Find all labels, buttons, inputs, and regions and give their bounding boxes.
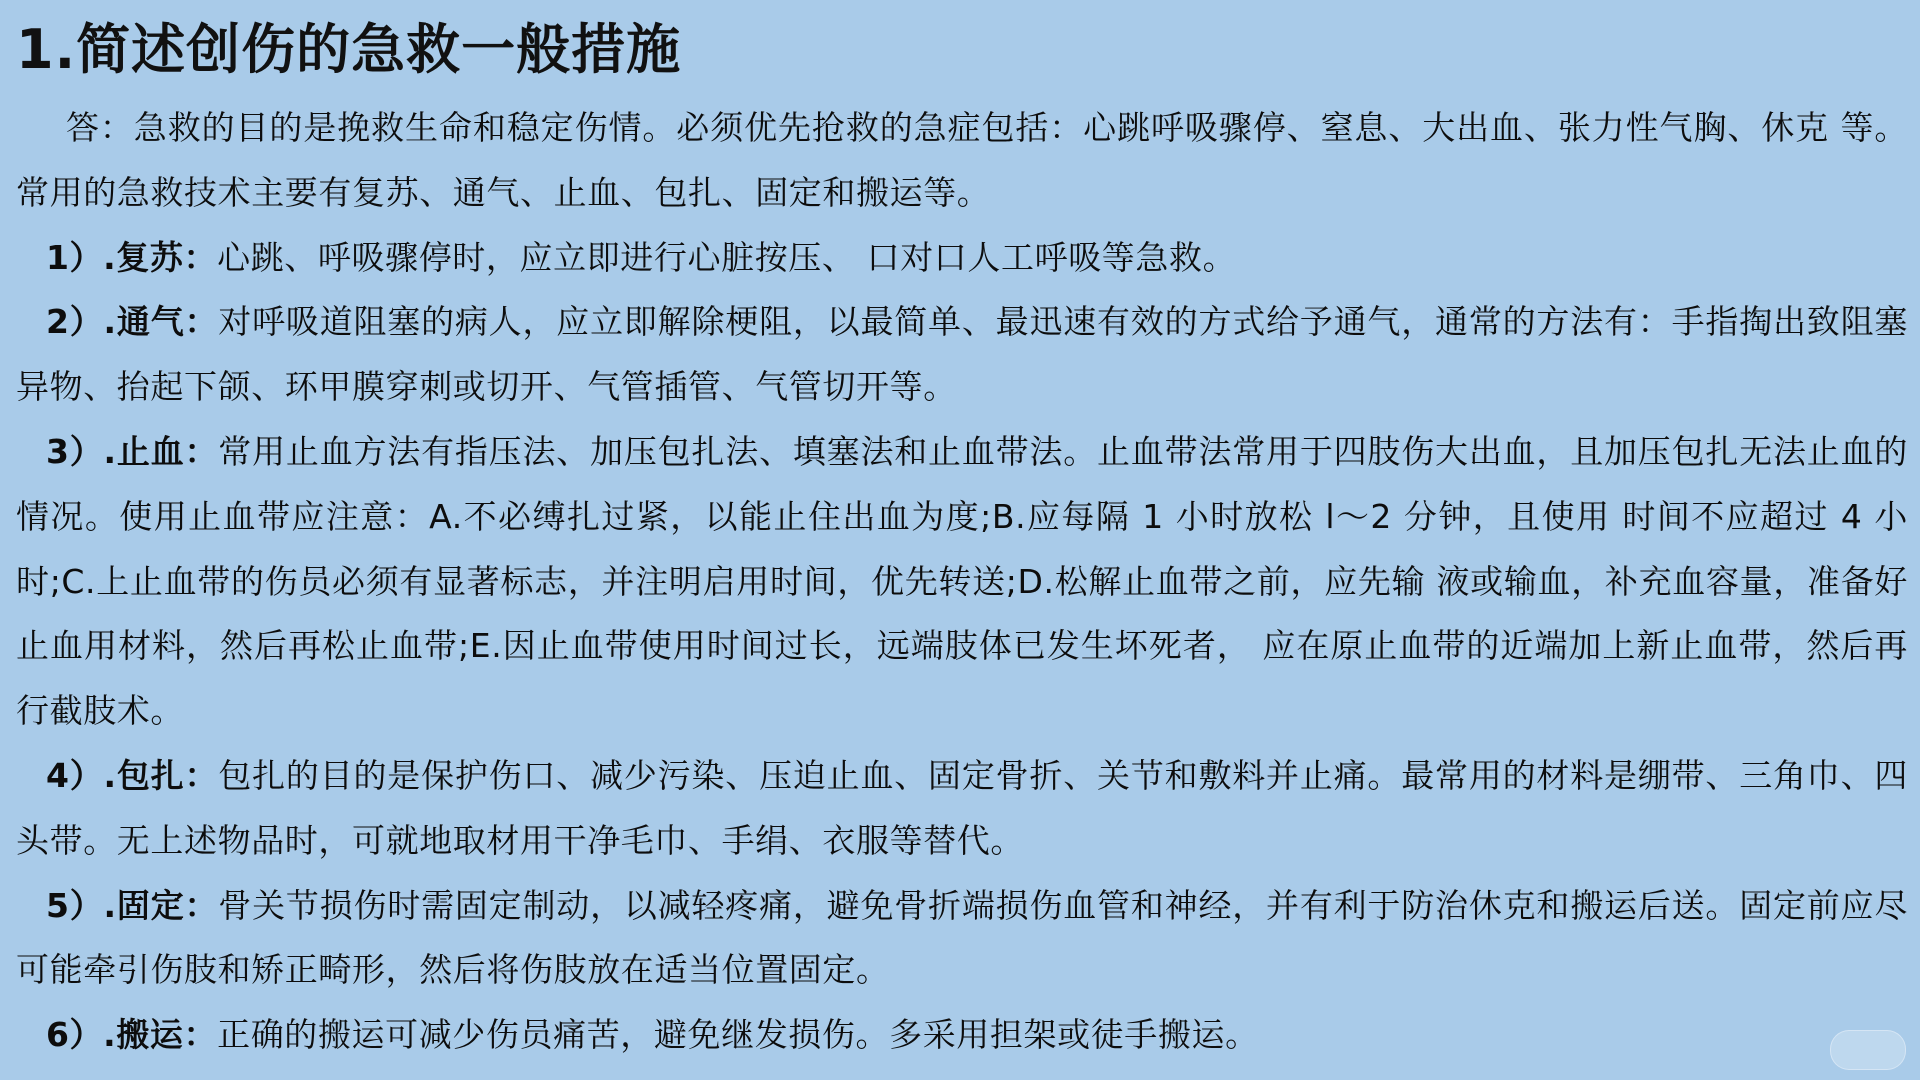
item-hemostasis [16, 420, 1908, 744]
item-label: 5）.固定： [46, 885, 219, 925]
item-text: 常用止血方法有指压法、加压包扎法、填塞法和止血带法。止血带法常用于四肢伤大出血，且加压包扎无法止血的情况。使用止血带应注意：A.不必缚扎过紧，以能止住出血为度;B.应每隔 1 小时放松 l～2 分钟，且使用 时间不应超过 4 小时;C.上止血带的伤员必须有显著标志，并注明启用时间，优先转送;D.松解止血带之前，应先输 液或输血，补充血容量，准备好止血用材料，然后再松止血带;E.因止血带使用时间过长，远端肢体已发生坏死者， 应在原止血带的近端加上新止血带，然后再行截肢术。 [16, 431, 1908, 731]
item-text: 骨关节损伤时需固定制动，以减轻疼痛，避免骨折端损伤血管和神经，并有利于防治休克和搬运后送。固定前应尽可能牵引伤肢和矫正畸形，然后将伤肢放在适当位置固定。 [16, 885, 1908, 990]
item-text: 对呼吸道阻塞的病人，应立即解除梗阻，以最简单、最迅速有效的方式给予通气，通常的方法有：手指掏出致阻塞异物、抬起下颌、环甲膜穿刺或切开、气管插管、气管切开等。 [16, 302, 1908, 407]
intro-paragraph: 答：急救的目的是挽救生命和稳定伤情。必须优先抢救的急症包括：心跳呼吸骤停、窒息、大出血、张力性气胸、休克 等。常用的急救技术主要有复苏、通气、止血、包扎、固定和搬运等。 [16, 108, 1908, 212]
page-title: 1.简述创伤的急救一般措施 [16, 18, 682, 81]
item-resuscitation [16, 226, 1908, 291]
item-transport [16, 1003, 1908, 1068]
item-fixation [16, 874, 1908, 1004]
watermark-badge [1830, 1030, 1906, 1070]
item-text: 心跳、呼吸骤停时，应立即进行心脏按压、 口对口人工呼吸等急救。 [217, 237, 1237, 277]
item-bandaging [16, 744, 1908, 874]
item-label: 1）.复苏： [46, 237, 218, 277]
item-text: 正确的搬运可减少伤员痛苦，避免继发损伤。多采用担架或徒手搬运。 [217, 1015, 1259, 1055]
item-label: 3）.止血： [46, 431, 219, 471]
item-label: 4）.包扎： [46, 755, 219, 795]
item-label: 2）.通气： [46, 302, 219, 342]
item-label: 6）.搬运： [46, 1015, 218, 1055]
item-ventilation [16, 290, 1908, 420]
item-text: 包扎的目的是保护伤口、减少污染、压迫止血、固定骨折、关节和敷料并止痛。最常用的材料是绷带、三角巾、四头带。无上述物品时，可就地取材用干净毛巾、手绢、衣服等替代。 [16, 755, 1908, 860]
